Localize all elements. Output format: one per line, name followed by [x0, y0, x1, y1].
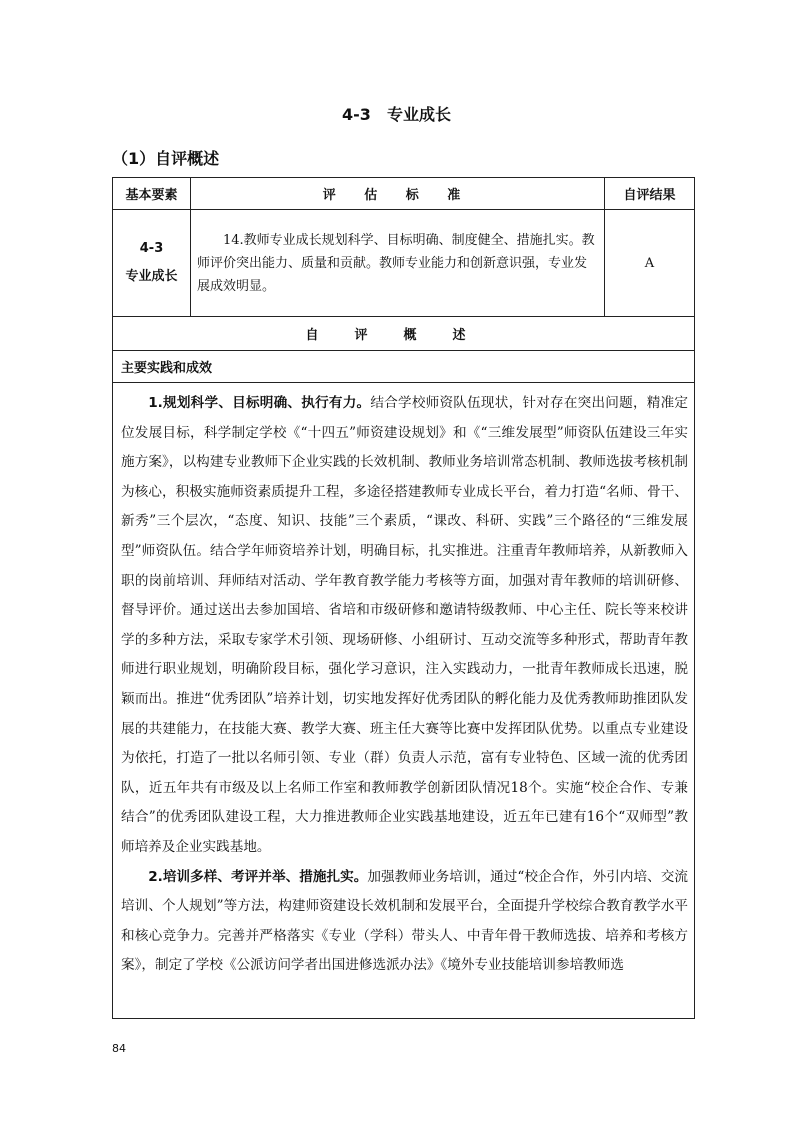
table-header-row	[113, 178, 695, 210]
subhead-row	[113, 351, 695, 383]
standard-cell: 14.教师专业成长规划科学、目标明确、制度健全、措施扎实。教师评价突出能力、质量和贡献。教师专业能力和创新意识强，专业发展成效明显。	[191, 210, 605, 317]
result-cell: A	[605, 210, 695, 317]
paragraph-2-lead: 2.培训多样、考评并举、措施扎实。	[148, 868, 368, 885]
paragraph-1-text: 结合学校师资队伍现状，针对存在突出问题，精准定位发展目标，科学制定学校《“十四五”师资建设规划》和《“三维发展型”师资队伍建设三年实施方案》，以构建专业教师下企业实践的长效机制、教师业务培训常态机制、教师选拔考核机制为核心，积极实施师资素质提升工程，多途径搭建教师专业成长平台，着力打造“名师、骨干、新秀”三个层次，“态度、知识、技能”三个素质，“课改、科研、实践”三个路径的“三维发展型”师资队伍。结合学年师资培养计划，明确目标，扎实推进。注重青年教师培养，从新教师入职的岗前培训、拜师结对活动、学年教育教学能力考核等方面，加强对青年教师的培训研修、督导评价。通过送出去参加国培、省培和市级研修和邀请特级教师、中心主任、院长等来校讲学的多种方法，采取专家学术引领、现场研修、小组研讨、互动交流等多种形式，帮助青年教师进行职业规划，明确阶段目标，强化学习意识，注入实践动力，一批青年教师成长迅速，脱颖而出。推进“优秀团队”培养计划，切实地发挥好优秀团队的孵化能力及优秀教师助推团队发展的共建能力，在技能大赛、教学大赛、班主任大赛等比赛中发挥团队优势。以重点专业建设为依托，打造了一批以名师引领、专业（群）负责人示范，富有专业特色、区域一流的优秀团队，近五年共有市级及以上名师工作室和教师教学创新团队情况18个。实施“校企合作、专兼结合”的优秀团队建设工程，大力推进教师企业实践基地建设，近五年已建有16个“双师型”教师培养及企业实践基地。	[121, 395, 689, 855]
element-code: 4-3	[139, 241, 164, 256]
page-number: 84	[112, 1042, 126, 1055]
section-heading: （1）自评概述	[112, 149, 220, 168]
practice-subhead: 主要实践和成效	[113, 351, 695, 383]
paragraph-2-text: 加强教师业务培训，通过“校企合作，外引内培、交流培训、个人规划”等方法，构建师资建设长效机制和发展平台，全面提升学校综合教育教学水平和核心竞争力。完善并严格落实《专业（学科）带头人、中青年骨干教师选拔、培养和考核方案》，制定了学校《公派访问学者出国进修选派办法》《境外专业技能培训参培教师选	[121, 868, 688, 974]
overview-row	[113, 317, 695, 351]
header-result: 自评结果	[605, 178, 695, 210]
paragraph-1	[121, 389, 688, 863]
body-row	[113, 383, 695, 1019]
overview-label: 自评概述	[113, 317, 695, 351]
self-evaluation-table	[112, 177, 695, 1019]
paragraph-2	[121, 863, 688, 981]
element-cell	[113, 210, 191, 317]
header-element: 基本要素	[113, 178, 191, 210]
page-title: 4-3 专业成长	[342, 105, 451, 124]
table-row	[113, 210, 695, 317]
body-cell	[113, 383, 695, 1019]
header-standard: 评 估 标 准	[191, 178, 605, 210]
paragraph-1-lead: 1.规划科学、目标明确、执行有力。	[148, 395, 371, 411]
element-name: 专业成长	[125, 269, 178, 284]
